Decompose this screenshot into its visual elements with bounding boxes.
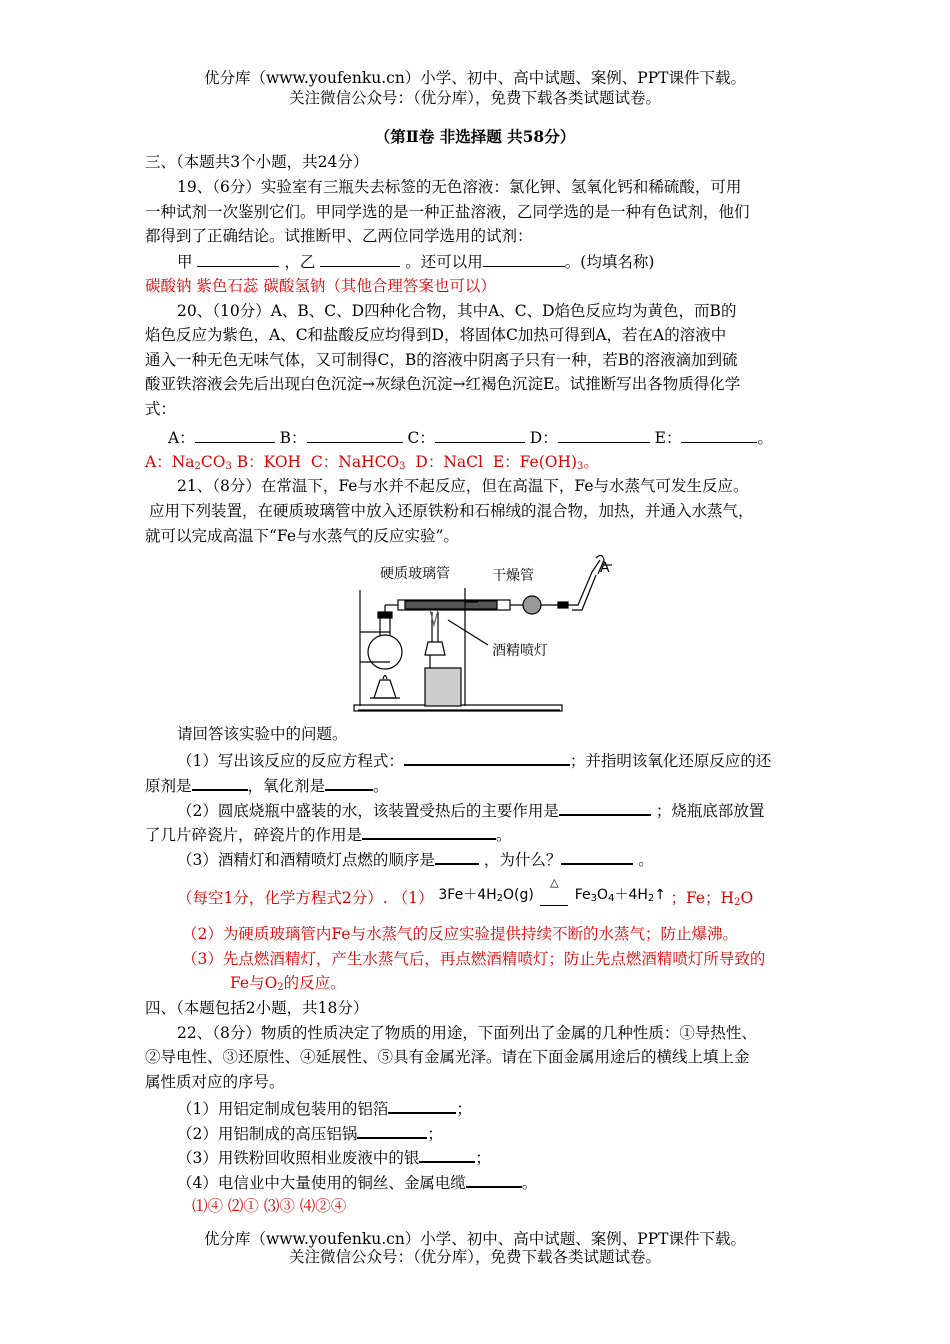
q19-label-note: 。(均填名称) [564,253,655,271]
q19-blank-other[interactable] [483,251,565,267]
q21-s3c: 。 [638,851,654,869]
q21-answer-3: （3）先点燃酒精灯，产生水蒸气后，再点燃酒精喷灯；防止先点燃酒精喷灯所导致的 [182,950,766,968]
q21-answer-2: （2）为硬质玻璃管内Fe与水蒸气的反应实验提供持续不断的水蒸气；防止爆沸。 [182,925,738,943]
eq-left2: O(g) [503,887,534,903]
q22-answer: ⑴④ ⑵① ⑶③ ⑷②④ [192,1197,347,1215]
q21-blank-water-role[interactable] [559,799,651,816]
q21-equation: $3Fe+4H_2O(g)$ △ $Fe_3O_4+4H_2↑$ [438,887,670,903]
q22-semi-3: ； [475,1149,491,1167]
q21-sub1-cont [145,774,389,796]
q20-ans-a: A：Na [145,453,195,471]
q21-ans3c: 的反应。 [283,974,346,992]
section-3-title: 三、（本题共3个小题，共24分） [145,153,369,171]
q21-s1c: 原剂是 [145,777,192,795]
q21-answer-3-cont: Fe与$O_2$的反应。 [230,974,346,993]
q20-blank-e[interactable] [681,427,757,443]
q21-s3a: （3）酒精灯和酒精喷灯点燃的顺序是 [177,851,435,869]
q20-line-4: 酸亚铁溶液会先后出现白色沉淀→灰绿色沉淀→红褐色沉淀E。试推断写出各物质得化学 [145,375,741,393]
q22-line-3: 属性质对应的序号。 [145,1073,285,1091]
q21-ans1a: （每空1分，化学方程式2分）. （1） [177,889,434,907]
q22-blank-3[interactable] [419,1146,475,1163]
eq-left: 3Fe＋4H [438,887,497,903]
q19-line-1: 19、（6分）实验室有三瓶失去标签的无色溶液：氯化钾、氢氧化钙和稀硫酸，可用 [177,178,742,196]
q22-i2: （2）用铝制成的高压铝锅 [177,1125,358,1143]
q22-item-4 [177,1171,537,1193]
q21-line-1: 21、（8分）在常温下，Fe与水并不起反应，但在高温下，Fe与水蒸气可发生反应。 [177,477,749,495]
diagram-lamp-label: 酒精喷灯 [492,643,548,659]
q22-blank-4[interactable] [466,1171,522,1188]
eq-right2: O [597,887,609,903]
part-title: （第Ⅱ卷 非选择题 共58分） [374,127,576,146]
q20-ans-e: E：Fe(OH) [492,453,578,471]
q19-line-3: 都得到了正确结论。试推断甲、乙两位同学选用的试剂： [145,227,533,245]
q22-item-3 [177,1146,491,1168]
q19-blank-yi[interactable] [320,251,400,267]
apparatus-svg [350,550,620,718]
q20-ans-end: 。 [583,453,599,471]
q21-s2d: 。 [496,826,512,844]
q21-blank-equation[interactable] [404,749,570,766]
q22-blank-1[interactable] [388,1097,456,1114]
q19-label-jia: 甲 [177,253,193,271]
q21-s2c: 了几片碎瓷片，碎瓷片的作用是 [145,826,363,844]
q20-ans-b: B：KOH [236,453,302,471]
q22-i3: （3）用铁粉回收照相业废液中的银 [177,1149,420,1167]
q21-ans1b: ；Fe；H [670,889,735,907]
q20-blank-c[interactable] [435,427,525,443]
q20-line-5: 式： [145,400,177,418]
q21-ans1c: O [740,889,754,907]
q21-line-3: 就可以完成高温下“Fe与水蒸气的反应实验”。 [145,527,459,545]
q22-i4: （4）电信业中大量使用的铜丝、金属电缆 [177,1174,466,1192]
q20-label-e: E： [654,429,682,447]
q21-prompt: 请回答该实验中的问题。 [177,725,348,743]
q20-ans-c: C：NaHCO [310,453,400,471]
q22-semi-1: ； [456,1100,472,1118]
q22-semi-2: ； [427,1125,443,1143]
eq-condition: △ [550,876,559,889]
apparatus-diagram [350,550,620,718]
q19-line-2: 一种试剂一次鉴别它们。甲同学选的是一种正盐溶液，乙同学选的是一种有色试剂，他们 [145,203,750,221]
q21-sub3 [177,848,654,870]
eq-arrow [540,876,568,906]
q21-blank-order[interactable] [435,848,479,865]
q20-label-d: D： [529,429,558,447]
q20-label-c: C： [407,429,435,447]
q20-blank-a[interactable] [195,427,275,443]
q22-item-2 [177,1122,443,1144]
q21-s2b: ；烧瓶底部放置 [655,802,765,820]
q20-blank-b[interactable] [307,427,403,443]
q20-ans-a2: CO [200,453,226,471]
q20-line-1: 20、（10分）A、B、C、D四种化合物，其中A、C、D焰色反应均为黄色，而B的 [177,302,737,320]
q19-label-yi: ，乙 [284,253,316,271]
q21-sub2-cont [145,823,512,845]
q22-dot: 。 [521,1174,538,1192]
q20-blank-d[interactable] [558,427,650,443]
q21-s1a: （1）写出该反应的反应方程式： [177,752,404,770]
q21-answer-1: （每空1分，化学方程式2分）. （1） $3Fe+4H_2O(g)$ △ $Fe_3O_4+4H_2↑$ ；Fe；$H_2O$ [177,888,753,913]
q20-label-a: A： [168,429,195,447]
q19-blanks [177,251,654,272]
q20-label-b: B： [279,429,307,447]
q21-blank-reductant[interactable] [192,774,248,791]
q21-blank-chips-role[interactable] [362,823,496,840]
q21-blank-why[interactable] [561,848,633,865]
header-line-2: 关注微信公众号：（优分库），免费下载各类试题试卷。 [288,89,661,107]
q21-sub1 [177,749,771,771]
q21-ans3b: Fe与O [230,974,278,992]
q20-end: 。 [757,429,773,447]
q21-s3b: ，为什么？ [483,851,562,869]
footer-line-1: 优分库（www.youfenku.cn）小学、初中、高中试题、案例、PPT课件下载。 [203,1230,747,1248]
diagram-tube-label: 硬质玻璃管 [380,566,450,582]
diagram-a-label: A [600,560,610,576]
q19-blank-jia[interactable] [197,251,279,267]
q22-item-1 [177,1097,472,1119]
q21-s1d: ，氧化剂是 [247,777,326,795]
q19-label-other: 。还可以用 [405,253,483,271]
q22-i1: （1）用铝定制成包装用的铝箔 [177,1100,389,1118]
q21-blank-oxidant[interactable] [325,774,373,791]
q21-s1b: ；并指明该氧化还原反应的还 [569,752,772,770]
q20-ans-d: D：NaCl [415,453,483,471]
eq-right3: ＋4H [614,887,648,903]
q20-answer: A：$Na_2CO_3$ B：KOH C：NaHCO$_3$ D：NaCl E：$Fe(OH)_3$。 [145,453,599,472]
q22-line-1: 22、（8分）物质的性质决定了物质的用途，下面列出了金属的几种性质：①导热性、 [177,1024,757,1042]
header-line-1: 优分库（www.youfenku.cn）小学、初中、高中试题、案例、PPT课件下载。 [203,69,747,87]
q21-s1e: 。 [373,777,389,795]
q20-blanks [168,427,773,448]
footer-line-2: 关注微信公众号：（优分库），免费下载各类试题试卷。 [288,1248,661,1266]
q19-answer: 碳酸钠 紫色石蕊 碳酸氢钠（其他合理答案也可以） [145,277,496,295]
eq-right: Fe [574,887,591,903]
q21-s2a: （2）圆底烧瓶中盛装的水，该装置受热后的主要作用是 [177,802,559,820]
q21-line-2: 应用下列装置，在硬质玻璃管中放入还原铁粉和石棉绒的混合物，加热，并通入水蒸气， [149,502,754,520]
q22-blank-2[interactable] [357,1122,427,1139]
diagram-dryer-label: 干燥管 [492,568,534,584]
q20-line-2: 焰色反应为紫色，A、C和盐酸反应均得到D，将固体C加热可得到A，若在A的溶液中 [145,326,727,344]
q22-line-2: ②导电性、③还原性、④延展性、⑤具有金属光泽。请在下面金属用途后的横线上填上金 [145,1048,750,1066]
q21-sub2 [177,799,764,821]
section-4-title: 四、（本题包括2小题，共18分） [145,999,369,1017]
q20-line-3: 通入一种无色无味气体，又可制得C，B的溶液中阴离子只有一种，若B的溶液滴加到硫 [145,351,738,369]
